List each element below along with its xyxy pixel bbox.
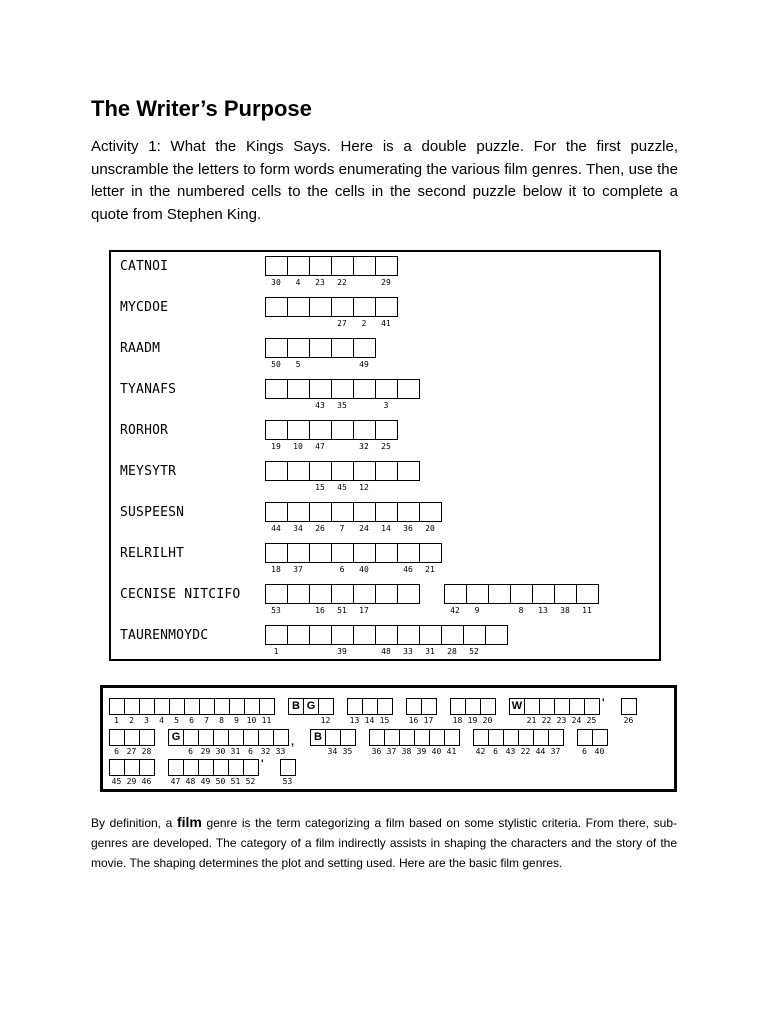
scrambled-word: SUSPEESN bbox=[120, 505, 185, 520]
answer-cell[interactable] bbox=[353, 502, 376, 522]
cell-number: 7 bbox=[339, 524, 345, 533]
quote-cell[interactable] bbox=[183, 729, 199, 746]
quote-cell[interactable] bbox=[488, 729, 504, 746]
cell-number: 36 bbox=[403, 524, 413, 533]
answer-cell[interactable] bbox=[265, 543, 288, 563]
quote-cell-number: 45 bbox=[111, 777, 122, 786]
answer-cell[interactable] bbox=[375, 256, 398, 276]
activity-instructions: Activity 1: What the Kings Says. Here is a double puzzle. For the first puzzle, unscramble the letters to form words enumerating the various film genres. Then, use the letter in the numbered cells to the cells in the second puzzle below it to complete a quote from Stephen King. bbox=[91, 138, 678, 224]
quote-cell[interactable] bbox=[362, 698, 378, 715]
quote-cell-number: 6 bbox=[188, 747, 193, 756]
cell-number: 6 bbox=[339, 565, 345, 574]
quote-cell[interactable] bbox=[621, 698, 637, 715]
answer-cell[interactable] bbox=[353, 543, 376, 563]
answer-cell[interactable] bbox=[287, 543, 310, 563]
punctuation-mark: ' bbox=[602, 697, 605, 709]
quote-cell[interactable] bbox=[214, 698, 230, 715]
cell-number: 23 bbox=[315, 278, 325, 287]
cell-number: 3 bbox=[383, 401, 389, 410]
cell-number: 30 bbox=[271, 278, 281, 287]
scrambled-word: RORHOR bbox=[120, 423, 169, 438]
quote-cell-number: 4 bbox=[159, 716, 164, 725]
quote-cell[interactable] bbox=[503, 729, 519, 746]
answer-cell[interactable] bbox=[309, 625, 332, 645]
quote-cell-number: 21 bbox=[526, 716, 537, 725]
answer-cell[interactable] bbox=[265, 256, 288, 276]
quote-cell[interactable] bbox=[213, 759, 229, 776]
scrambled-word: RELRILHT bbox=[120, 546, 185, 561]
quote-cell-number: 27 bbox=[126, 747, 137, 756]
scrambled-word: MYCDOE bbox=[120, 300, 169, 315]
answer-cell[interactable] bbox=[309, 584, 332, 604]
answer-cell[interactable] bbox=[375, 379, 398, 399]
quote-cell[interactable] bbox=[228, 759, 244, 776]
quote-cell[interactable] bbox=[124, 698, 140, 715]
given-letter-cell[interactable]: G bbox=[168, 729, 184, 746]
answer-cell[interactable] bbox=[375, 461, 398, 481]
quote-cell-number: 6 bbox=[114, 747, 119, 756]
quote-cell[interactable] bbox=[109, 759, 125, 776]
quote-cell-number: 5 bbox=[174, 716, 179, 725]
answer-cell[interactable] bbox=[463, 625, 486, 645]
answer-cell[interactable] bbox=[397, 543, 420, 563]
quote-cell-number: 13 bbox=[349, 716, 360, 725]
answer-cell[interactable] bbox=[331, 502, 354, 522]
quote-cell[interactable] bbox=[199, 698, 215, 715]
cell-number: 38 bbox=[560, 606, 570, 615]
answer-cell[interactable] bbox=[554, 584, 577, 604]
answer-cell[interactable] bbox=[444, 584, 467, 604]
quote-cell-number: 43 bbox=[505, 747, 516, 756]
quote-cell[interactable] bbox=[258, 729, 274, 746]
cell-number: 52 bbox=[469, 647, 479, 656]
quote-cell[interactable] bbox=[414, 729, 430, 746]
quote-cell-number: 39 bbox=[416, 747, 427, 756]
answer-cell[interactable] bbox=[532, 584, 555, 604]
quote-cell[interactable] bbox=[259, 698, 275, 715]
answer-cell[interactable] bbox=[375, 625, 398, 645]
quote-cell-number: 12 bbox=[320, 716, 331, 725]
quote-cell[interactable] bbox=[577, 729, 593, 746]
answer-cell[interactable] bbox=[309, 338, 332, 358]
quote-cell-number: 2 bbox=[129, 716, 134, 725]
cell-number: 49 bbox=[359, 360, 369, 369]
quote-cell-number: 38 bbox=[401, 747, 412, 756]
answer-cell[interactable] bbox=[419, 502, 442, 522]
answer-cell[interactable] bbox=[265, 297, 288, 317]
quote-cell-number: 31 bbox=[230, 747, 241, 756]
cell-number: 12 bbox=[359, 483, 369, 492]
answer-cell[interactable] bbox=[375, 502, 398, 522]
quote-cell[interactable] bbox=[318, 698, 334, 715]
cell-number: 10 bbox=[293, 442, 303, 451]
quote-cell[interactable] bbox=[518, 729, 534, 746]
quote-cell-number: 25 bbox=[586, 716, 597, 725]
quote-cell[interactable] bbox=[243, 759, 259, 776]
answer-cell[interactable] bbox=[331, 584, 354, 604]
cell-number: 45 bbox=[337, 483, 347, 492]
answer-cell[interactable] bbox=[309, 297, 332, 317]
quote-cell[interactable] bbox=[539, 698, 555, 715]
cell-number: 31 bbox=[425, 647, 435, 656]
given-letter-cell[interactable]: G bbox=[303, 698, 319, 715]
cell-number: 13 bbox=[538, 606, 548, 615]
quote-cell-number: 9 bbox=[234, 716, 239, 725]
cell-number: 29 bbox=[381, 278, 391, 287]
cell-number: 27 bbox=[337, 319, 347, 328]
scrambled-word: RAADM bbox=[120, 341, 161, 356]
scrambled-word: MEYSYTR bbox=[120, 464, 177, 479]
quote-cell[interactable] bbox=[480, 698, 496, 715]
quote-cell[interactable] bbox=[183, 759, 199, 776]
definition-emphasis: film bbox=[176, 814, 202, 830]
quote-cell[interactable] bbox=[347, 698, 363, 715]
cell-number: 51 bbox=[337, 606, 347, 615]
quote-cell-number: 26 bbox=[623, 716, 634, 725]
quote-cell-number: 11 bbox=[261, 716, 272, 725]
cell-number: 24 bbox=[359, 524, 369, 533]
quote-cell[interactable] bbox=[198, 759, 214, 776]
answer-cell[interactable] bbox=[375, 297, 398, 317]
cell-number: 8 bbox=[518, 606, 524, 615]
answer-cell[interactable] bbox=[265, 625, 288, 645]
quote-cell-number: 22 bbox=[541, 716, 552, 725]
stephen-king-quote-puzzle bbox=[100, 685, 677, 792]
quote-cell[interactable] bbox=[109, 729, 125, 746]
quote-cell[interactable] bbox=[109, 698, 125, 715]
cell-number: 18 bbox=[271, 565, 281, 574]
cell-number: 1 bbox=[273, 647, 279, 656]
answer-cell[interactable] bbox=[353, 584, 376, 604]
quote-cell-number: 40 bbox=[431, 747, 442, 756]
cell-number: 25 bbox=[381, 442, 391, 451]
cell-number: 19 bbox=[271, 442, 281, 451]
quote-cell[interactable] bbox=[384, 729, 400, 746]
answer-cell[interactable] bbox=[353, 256, 376, 276]
quote-cell[interactable] bbox=[273, 729, 289, 746]
cell-number: 26 bbox=[315, 524, 325, 533]
answer-cell[interactable] bbox=[331, 625, 354, 645]
quote-cell-number: 8 bbox=[219, 716, 224, 725]
page-title: The Writer’s Purpose bbox=[91, 96, 312, 121]
film-genre-definition bbox=[91, 812, 677, 873]
quote-cell[interactable] bbox=[139, 698, 155, 715]
quote-cell[interactable] bbox=[377, 698, 393, 715]
quote-cell-number: 29 bbox=[200, 747, 211, 756]
quote-cell[interactable] bbox=[473, 729, 489, 746]
quote-cell[interactable] bbox=[139, 759, 155, 776]
quote-cell-number: 37 bbox=[386, 747, 397, 756]
cell-number: 39 bbox=[337, 647, 347, 656]
quote-cell[interactable] bbox=[168, 759, 184, 776]
answer-cell[interactable] bbox=[353, 297, 376, 317]
cell-number: 14 bbox=[381, 524, 391, 533]
cell-number: 16 bbox=[315, 606, 325, 615]
quote-cell[interactable] bbox=[198, 729, 214, 746]
quote-cell[interactable] bbox=[340, 729, 356, 746]
quote-cell[interactable] bbox=[169, 698, 185, 715]
quote-cell-number: 33 bbox=[275, 747, 286, 756]
scrambled-word: CATNOI bbox=[120, 259, 169, 274]
answer-cell[interactable] bbox=[576, 584, 599, 604]
quote-cell[interactable] bbox=[569, 698, 585, 715]
quote-cell[interactable] bbox=[139, 729, 155, 746]
answer-cell[interactable] bbox=[353, 420, 376, 440]
cell-number: 35 bbox=[337, 401, 347, 410]
quote-cell[interactable] bbox=[124, 729, 140, 746]
answer-cell[interactable] bbox=[309, 543, 332, 563]
cell-number: 48 bbox=[381, 647, 391, 656]
quote-cell-number: 32 bbox=[260, 747, 271, 756]
quote-cell[interactable] bbox=[524, 698, 540, 715]
cell-number: 20 bbox=[425, 524, 435, 533]
answer-cell[interactable] bbox=[510, 584, 533, 604]
quote-cell-number: 53 bbox=[282, 777, 293, 786]
answer-cell[interactable] bbox=[375, 420, 398, 440]
quote-cell[interactable] bbox=[229, 698, 245, 715]
cell-number: 33 bbox=[403, 647, 413, 656]
quote-cell-number: 6 bbox=[189, 716, 194, 725]
cell-number: 11 bbox=[582, 606, 592, 615]
quote-cell-number: 46 bbox=[141, 777, 152, 786]
quote-cell-number: 7 bbox=[204, 716, 209, 725]
quote-cell-number: 28 bbox=[141, 747, 152, 756]
quote-cell-number: 6 bbox=[493, 747, 498, 756]
answer-cell[interactable] bbox=[309, 461, 332, 481]
answer-cell[interactable] bbox=[397, 625, 420, 645]
quote-cell[interactable] bbox=[554, 698, 570, 715]
definition-text-start: By definition, a bbox=[91, 816, 177, 830]
cell-number: 5 bbox=[295, 360, 301, 369]
answer-cell[interactable] bbox=[397, 584, 420, 604]
quote-cell-number: 29 bbox=[126, 777, 137, 786]
answer-cell[interactable] bbox=[488, 584, 511, 604]
cell-number: 43 bbox=[315, 401, 325, 410]
quote-cell[interactable] bbox=[406, 698, 422, 715]
quote-cell-number: 52 bbox=[245, 777, 256, 786]
cell-number: 22 bbox=[337, 278, 347, 287]
cell-number: 2 bbox=[361, 319, 367, 328]
quote-cell[interactable] bbox=[584, 698, 600, 715]
quote-cell-number: 34 bbox=[327, 747, 338, 756]
quote-cell[interactable] bbox=[548, 729, 564, 746]
answer-cell[interactable] bbox=[331, 256, 354, 276]
answer-cell[interactable] bbox=[485, 625, 508, 645]
given-letter-cell[interactable]: W bbox=[509, 698, 525, 715]
answer-cell[interactable] bbox=[309, 420, 332, 440]
answer-cell[interactable] bbox=[287, 625, 310, 645]
quote-cell-number: 23 bbox=[556, 716, 567, 725]
punctuation-mark: ' bbox=[261, 758, 264, 770]
answer-cell[interactable] bbox=[331, 379, 354, 399]
cell-number: 34 bbox=[293, 524, 303, 533]
quote-cell[interactable] bbox=[465, 698, 481, 715]
cell-number: 41 bbox=[381, 319, 391, 328]
answer-cell[interactable] bbox=[331, 297, 354, 317]
quote-cell-number: 22 bbox=[520, 747, 531, 756]
quote-cell[interactable] bbox=[592, 729, 608, 746]
scrambled-word: TYANAFS bbox=[120, 382, 177, 397]
quote-cell-number: 42 bbox=[475, 747, 486, 756]
answer-cell[interactable] bbox=[265, 379, 288, 399]
quote-cell-number: 19 bbox=[467, 716, 478, 725]
quote-cell-number: 40 bbox=[594, 747, 605, 756]
answer-cell[interactable] bbox=[397, 502, 420, 522]
quote-cell-number: 47 bbox=[170, 777, 181, 786]
answer-cell[interactable] bbox=[353, 625, 376, 645]
answer-cell[interactable] bbox=[287, 338, 310, 358]
punctuation-mark: , bbox=[291, 736, 295, 748]
answer-cell[interactable] bbox=[287, 256, 310, 276]
quote-cell-number: 49 bbox=[200, 777, 211, 786]
quote-cell-number: 18 bbox=[452, 716, 463, 725]
cell-number: 47 bbox=[315, 442, 325, 451]
answer-cell[interactable] bbox=[441, 625, 464, 645]
cell-number: 17 bbox=[359, 606, 369, 615]
cell-number: 46 bbox=[403, 565, 413, 574]
quote-cell-number: 17 bbox=[423, 716, 434, 725]
answer-cell[interactable] bbox=[287, 420, 310, 440]
answer-cell[interactable] bbox=[287, 461, 310, 481]
cell-number: 42 bbox=[450, 606, 460, 615]
cell-number: 28 bbox=[447, 647, 457, 656]
quote-cell-number: 44 bbox=[535, 747, 546, 756]
answer-cell[interactable] bbox=[375, 543, 398, 563]
answer-cell[interactable] bbox=[309, 502, 332, 522]
cell-number: 21 bbox=[425, 565, 435, 574]
quote-cell[interactable] bbox=[533, 729, 549, 746]
answer-cell[interactable] bbox=[331, 338, 354, 358]
quote-cell-number: 41 bbox=[446, 747, 457, 756]
quote-cell[interactable] bbox=[228, 729, 244, 746]
cell-number: 15 bbox=[315, 483, 325, 492]
quote-cell-number: 1 bbox=[114, 716, 119, 725]
answer-cell[interactable] bbox=[265, 338, 288, 358]
quote-cell[interactable] bbox=[429, 729, 445, 746]
answer-cell[interactable] bbox=[287, 502, 310, 522]
answer-cell[interactable] bbox=[353, 379, 376, 399]
given-letter-cell[interactable]: B bbox=[310, 729, 326, 746]
quote-cell-number: 30 bbox=[215, 747, 226, 756]
quote-cell-number: 24 bbox=[571, 716, 582, 725]
quote-cell[interactable] bbox=[369, 729, 385, 746]
quote-cell-number: 6 bbox=[248, 747, 253, 756]
answer-cell[interactable] bbox=[265, 420, 288, 440]
answer-cell[interactable] bbox=[419, 625, 442, 645]
quote-cell-number: 48 bbox=[185, 777, 196, 786]
quote-cell-number: 10 bbox=[246, 716, 257, 725]
quote-cell[interactable] bbox=[184, 698, 200, 715]
quote-cell[interactable] bbox=[399, 729, 415, 746]
answer-cell[interactable] bbox=[331, 543, 354, 563]
answer-cell[interactable] bbox=[309, 256, 332, 276]
quote-cell[interactable] bbox=[243, 729, 259, 746]
quote-cell-number: 14 bbox=[364, 716, 375, 725]
quote-cell-number: 15 bbox=[379, 716, 390, 725]
quote-cell[interactable] bbox=[213, 729, 229, 746]
quote-cell[interactable] bbox=[244, 698, 260, 715]
quote-cell-number: 3 bbox=[144, 716, 149, 725]
quote-cell[interactable] bbox=[444, 729, 460, 746]
cell-number: 4 bbox=[295, 278, 301, 287]
quote-cell[interactable] bbox=[280, 759, 296, 776]
answer-cell[interactable] bbox=[265, 584, 288, 604]
quote-cell-number: 50 bbox=[215, 777, 226, 786]
answer-cell[interactable] bbox=[375, 584, 398, 604]
quote-cell-number: 16 bbox=[408, 716, 419, 725]
answer-cell[interactable] bbox=[466, 584, 489, 604]
answer-cell[interactable] bbox=[287, 584, 310, 604]
answer-cell[interactable] bbox=[287, 379, 310, 399]
quote-cell[interactable] bbox=[124, 759, 140, 776]
quote-cell[interactable] bbox=[154, 698, 170, 715]
scrambled-word: CECNISE NITCIFO bbox=[120, 587, 241, 602]
quote-cell-number: 36 bbox=[371, 747, 382, 756]
cell-number: 53 bbox=[271, 606, 281, 615]
quote-cell-number: 51 bbox=[230, 777, 241, 786]
cell-number: 50 bbox=[271, 360, 281, 369]
answer-cell[interactable] bbox=[265, 502, 288, 522]
answer-cell[interactable] bbox=[331, 461, 354, 481]
quote-cell[interactable] bbox=[325, 729, 341, 746]
cell-number: 40 bbox=[359, 565, 369, 574]
given-letter-cell[interactable]: B bbox=[288, 698, 304, 715]
answer-cell[interactable] bbox=[397, 379, 420, 399]
quote-cell-number: 6 bbox=[582, 747, 587, 756]
cell-number: 37 bbox=[293, 565, 303, 574]
answer-cell[interactable] bbox=[419, 543, 442, 563]
answer-cell[interactable] bbox=[353, 461, 376, 481]
answer-cell[interactable] bbox=[287, 297, 310, 317]
definition-text-end: genre is the term categorizing a film based on some stylistic criteria. From there, sub-genres are developed. The category of a film indirectly assists in shaping the characters and the story of the movie. The shaping determines the plot and setting used. Here are the basic film genres. bbox=[91, 816, 677, 870]
quote-cell-number: 37 bbox=[550, 747, 561, 756]
answer-cell[interactable] bbox=[397, 461, 420, 481]
answer-cell[interactable] bbox=[309, 379, 332, 399]
answer-cell[interactable] bbox=[353, 338, 376, 358]
scrambled-word: TAURENMOYDC bbox=[120, 628, 209, 643]
cell-number: 9 bbox=[474, 606, 480, 615]
quote-cell[interactable] bbox=[421, 698, 437, 715]
cell-number: 44 bbox=[271, 524, 281, 533]
answer-cell[interactable] bbox=[331, 420, 354, 440]
quote-cell-number: 20 bbox=[482, 716, 493, 725]
cell-number: 32 bbox=[359, 442, 369, 451]
answer-cell[interactable] bbox=[265, 461, 288, 481]
scrambled-word-puzzle bbox=[109, 250, 661, 661]
quote-cell-number: 35 bbox=[342, 747, 353, 756]
quote-cell[interactable] bbox=[450, 698, 466, 715]
